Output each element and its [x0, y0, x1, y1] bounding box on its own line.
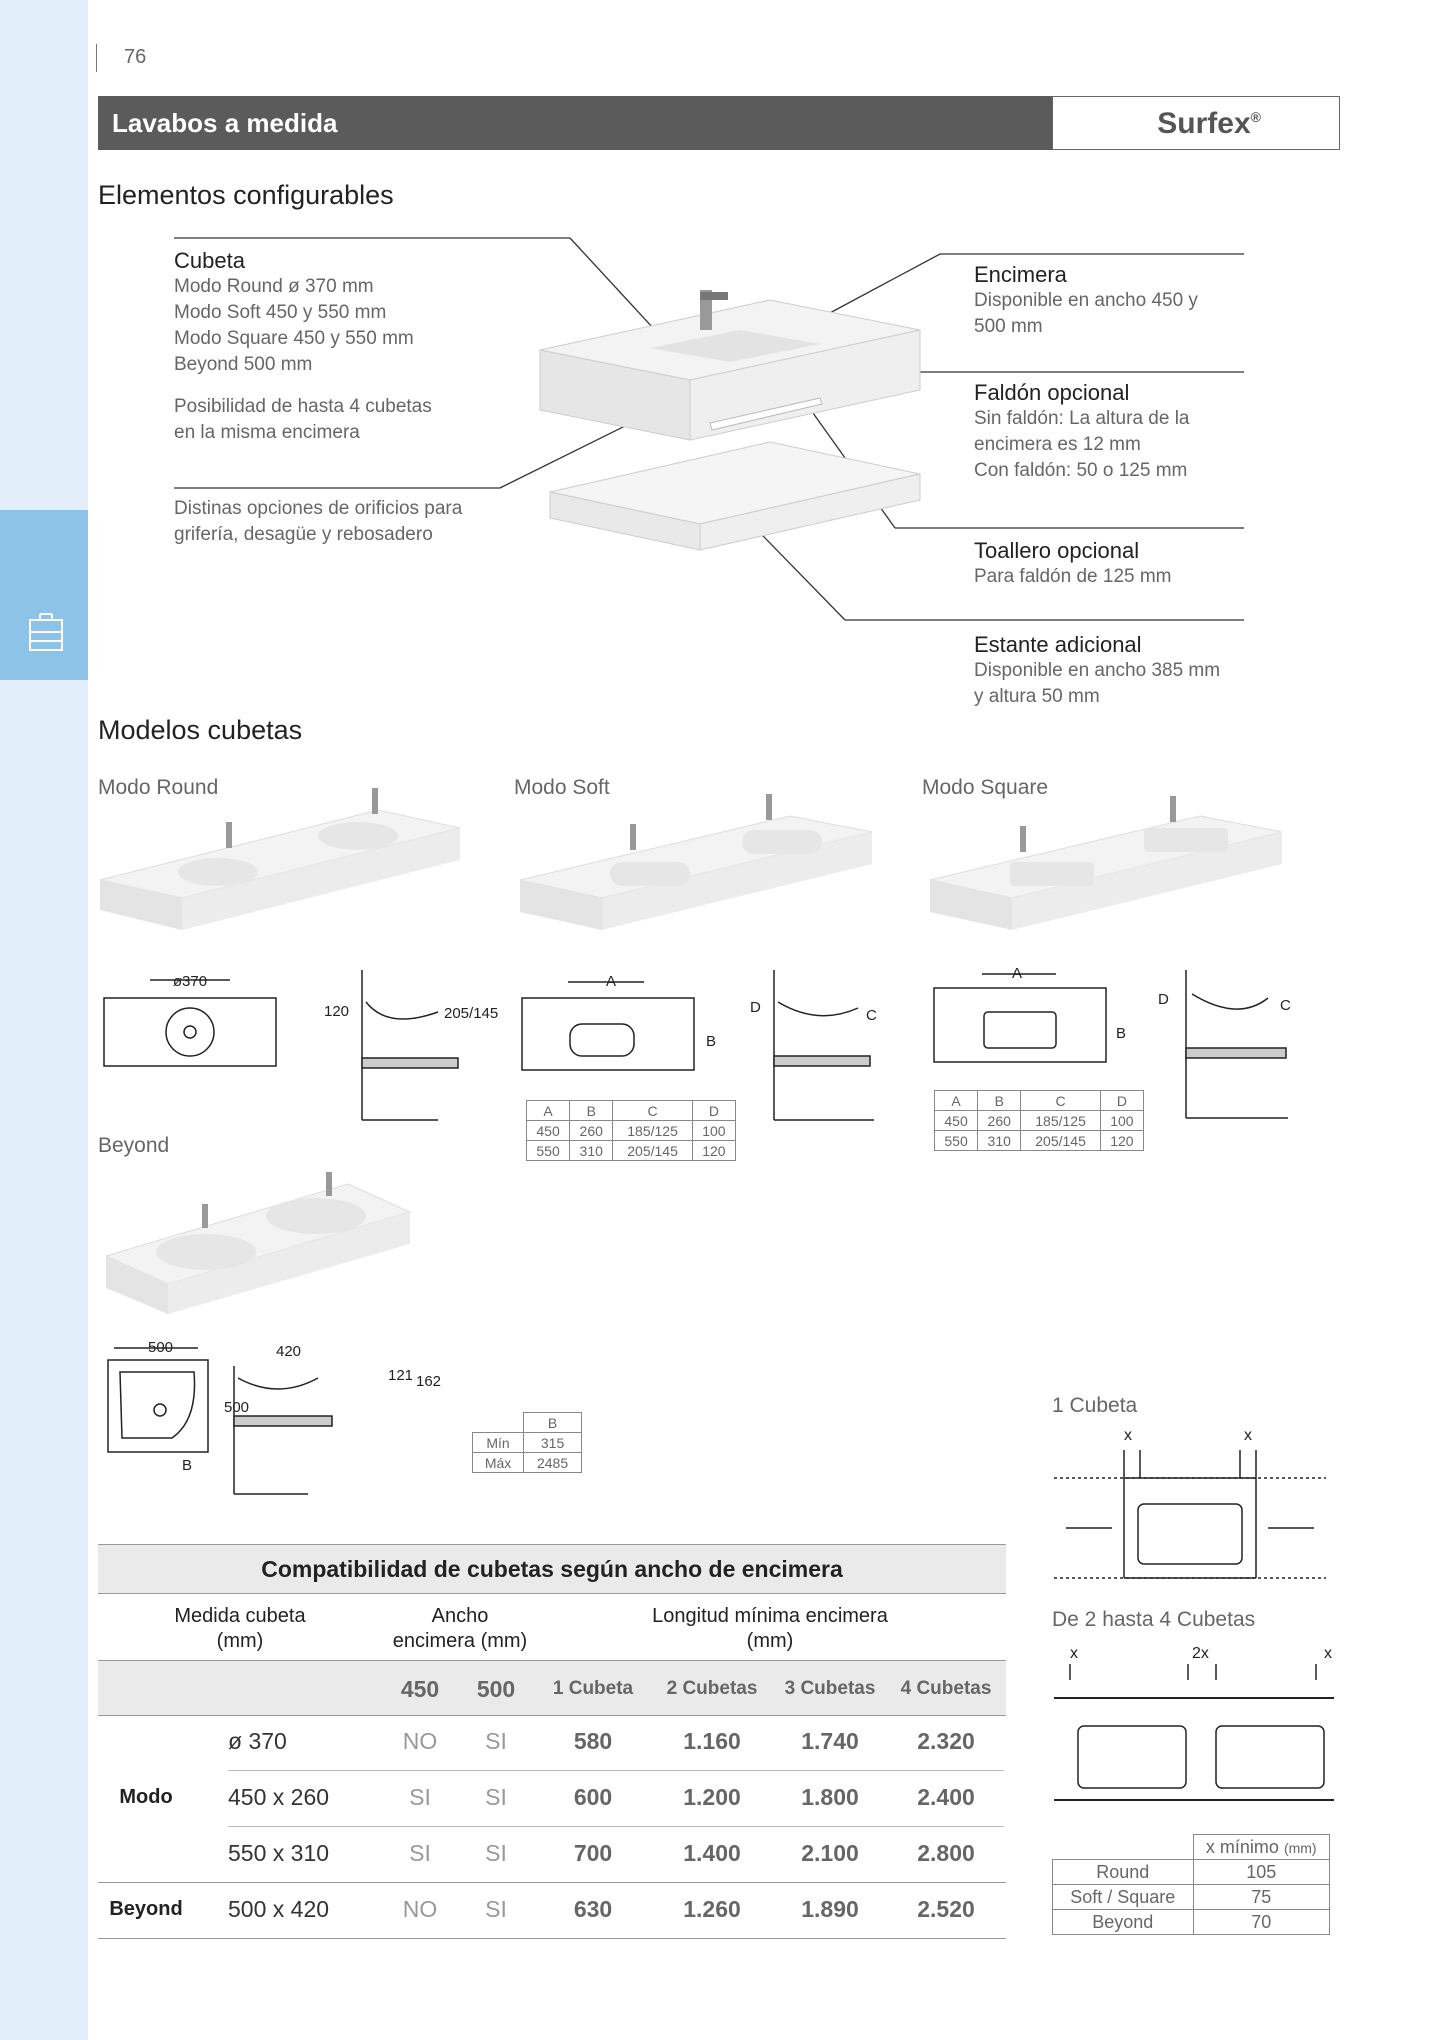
table-row: Round 105: [1053, 1860, 1330, 1885]
vanity-icon: [26, 610, 66, 654]
toallero-line: Para faldón de 125 mm: [974, 566, 1172, 587]
faldon-line: Con faldón: 50 o 125 mm: [974, 460, 1188, 481]
page-number: 76: [124, 46, 147, 68]
encimera-label: [974, 262, 1244, 340]
cubeta-note: en la misma encimera: [174, 422, 360, 443]
table-row: 450 260 185/125 100: [527, 1121, 736, 1141]
model-square-label: Modo Square: [922, 776, 1049, 799]
table-header: A B C D: [527, 1101, 736, 1121]
cubeta-line: Modo Square 450 y 550 mm: [174, 328, 414, 349]
estante-title: Estante adicional: [974, 632, 1142, 657]
round-depth: 205/145: [444, 1005, 499, 1022]
estante-line: Disponible en ancho 385 mm: [974, 660, 1221, 681]
spacing-table: [1052, 1834, 1330, 1935]
table-row: 550 310 205/145 120: [527, 1141, 736, 1161]
round-height: 120: [324, 1003, 350, 1020]
cubeta-line: Beyond 500 mm: [174, 354, 313, 375]
compat-title-bar: [98, 1544, 1006, 1594]
table-row: 450 260 185/125 100: [935, 1111, 1144, 1131]
encimera-line: Disponible en ancho 450 y: [974, 290, 1198, 311]
table-row: Beyond 70: [1053, 1910, 1330, 1935]
square-b: B: [1116, 1025, 1127, 1042]
col-ancho: Ancho encimera (mm): [392, 1605, 528, 1652]
faldon-line: Sin faldón: La altura de la: [974, 408, 1190, 429]
square-photo: [930, 796, 1282, 930]
compat-body: Modo Beyond ø 370 NO SI 580 1.160 1.740 2.320 450 x 260 SI SI 600 1.200 1.800 2.400 550 x 310 SI SI 700 1.400 2.100 2.800 500 x 420 NO SI 630 1.260 1.890 2.520: [98, 1714, 1006, 1940]
beyond-height: 500: [224, 1399, 250, 1416]
faldon-title: Faldón opcional: [974, 380, 1130, 405]
sidebar: [0, 0, 88, 2040]
round-photo: [100, 788, 460, 930]
beyond-width2: 420: [276, 1343, 302, 1360]
faldon-line: encimera es 12 mm: [974, 434, 1141, 455]
beyond-b: B: [182, 1457, 193, 1474]
table-header: x mínimo (mm): [1053, 1835, 1330, 1860]
toallero-title: Toallero opcional: [974, 538, 1140, 563]
soft-d: D: [750, 999, 761, 1016]
cubeta-line: Modo Round ø 370 mm: [174, 276, 374, 297]
beyond-table: [472, 1412, 582, 1473]
soft-dimension-table: [526, 1100, 736, 1161]
beyond-width: 500: [148, 1339, 174, 1356]
square-a: A: [1012, 965, 1023, 982]
square-d: D: [1158, 991, 1169, 1008]
model-round-label: Modo Round: [98, 776, 219, 799]
section-tab[interactable]: [0, 510, 88, 680]
table-row: 550 310 205/145 120: [935, 1131, 1144, 1151]
svg-text:x: x: [1124, 1427, 1132, 1444]
section-title: Lavabos a medida: [112, 108, 338, 138]
group-beyond: Beyond: [109, 1898, 183, 1920]
square-dimension-table: [934, 1090, 1144, 1151]
spacing-many-diagram: [1048, 1640, 1338, 1810]
svg-text:x: x: [1324, 1645, 1332, 1662]
svg-text:2x: 2x: [1192, 1645, 1209, 1662]
svg-text:x: x: [1070, 1645, 1078, 1662]
beyond-d1: 121: [388, 1367, 414, 1384]
encimera-line: 500 mm: [974, 316, 1043, 337]
table-row: Soft / Square 75: [1053, 1885, 1330, 1910]
svg-text:x: x: [1244, 1427, 1252, 1444]
compat-title: Compatibilidad de cubetas según ancho de encimera: [261, 1556, 843, 1582]
encimera-title: Encimera: [974, 262, 1067, 287]
compat-subheader: 450 500 1 Cubeta 2 Cubetas 3 Cubetas 4 Cubetas: [98, 1660, 1006, 1716]
estante-label: [974, 632, 1264, 710]
spacing-many-label: De 2 hasta 4 Cubetas: [1052, 1608, 1256, 1631]
page-number-rule: [96, 44, 97, 72]
brand-logo: Surfex®: [1157, 107, 1261, 140]
toallero-label: [974, 538, 1244, 590]
round-diameter: ø370: [172, 973, 208, 990]
soft-photo: [520, 794, 872, 930]
model-soft-label: Modo Soft: [514, 776, 610, 799]
estante-line: y altura 50 mm: [974, 686, 1100, 707]
soft-a: A: [606, 973, 617, 990]
table-header: A B C D: [935, 1091, 1144, 1111]
col-longitud: Longitud mínima encimera (mm): [652, 1605, 888, 1652]
cubeta-line: Modo Soft 450 y 550 mm: [174, 302, 387, 323]
cubeta-note: Posibilidad de hasta 4 cubetas: [174, 396, 432, 417]
col-medida: Medida cubeta (mm): [174, 1605, 306, 1652]
table-row: Mín 315: [473, 1433, 582, 1453]
brand-box: [1052, 96, 1340, 150]
cubeta-title: Cubeta: [174, 248, 245, 273]
group-modo: Modo: [119, 1786, 173, 1808]
soft-c: C: [866, 1007, 877, 1024]
beyond-d2: 162: [416, 1373, 442, 1390]
orificios-line: Distinas opciones de orificios para: [174, 498, 463, 519]
spacing-one-label: 1 Cubeta: [1052, 1394, 1138, 1417]
orificios-line: grifería, desagüe y rebosadero: [174, 524, 433, 545]
table-row: Máx 2485: [473, 1453, 582, 1473]
table-header: B: [473, 1413, 582, 1433]
config-heading: Elementos configurables: [98, 180, 394, 210]
spacing-one-diagram: [1052, 1420, 1332, 1590]
faldon-label: [974, 380, 1244, 484]
soft-b: B: [706, 1033, 717, 1050]
model-photos: [98, 780, 1298, 960]
section-header: [98, 96, 1052, 150]
square-c: C: [1280, 997, 1291, 1014]
model-beyond-label: Beyond: [98, 1134, 170, 1157]
models-heading: Modelos cubetas: [98, 715, 303, 745]
